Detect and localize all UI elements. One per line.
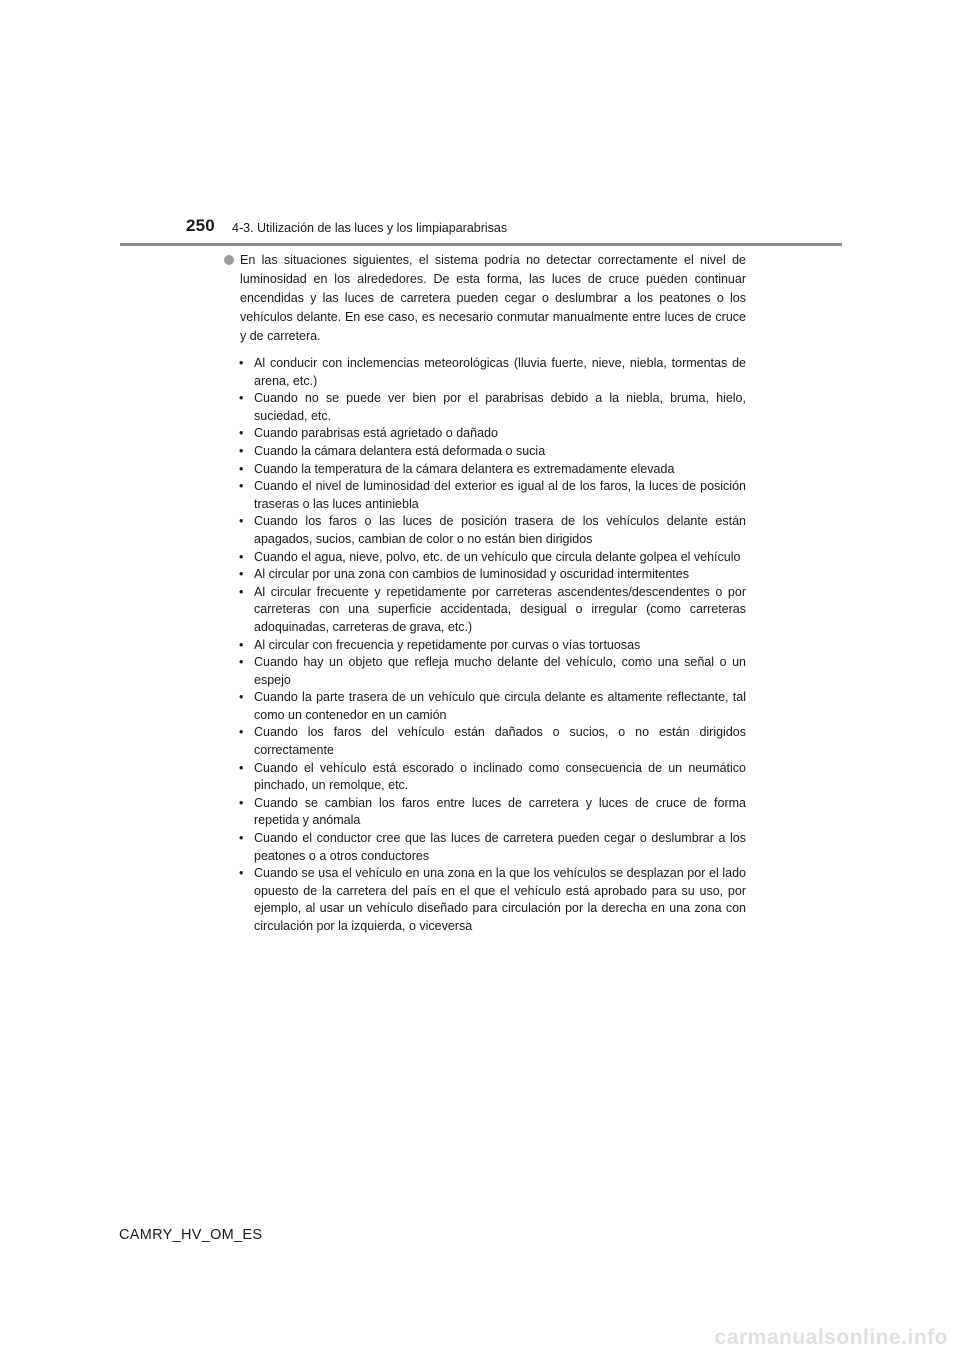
conditions-list	[224, 355, 746, 936]
list-item: • Cuando parabrisas está agrietado o dañado	[224, 425, 746, 443]
list-item: • Cuando los faros o las luces de posición trasera de los vehículos delante están apagados, sucios, cambian de color o no están bien dirigidos	[224, 513, 746, 548]
list-item: • Cuando el nivel de luminosidad del exterior es igual al de los faros, la luces de posición traseras o las luces antiniebla	[224, 478, 746, 513]
list-item: • Al circular por una zona con cambios de luminosidad y oscuridad intermitentes	[224, 566, 746, 584]
list-item: • Cuando se usa el vehículo en una zona en la que los vehículos se desplazan por el lado opuesto de la carretera del país en el que el vehículo está aprobado para su uso, por ejemplo, al usar un vehículo diseñado para circulación por la derecha en una zona con circulación por la izquierda, o viceversa	[224, 865, 746, 935]
header-rule	[120, 243, 842, 246]
list-item: • Al circular frecuente y repetidamente por carreteras ascendentes/descendentes o por carreteras con una superficie accidentada, desigual o irregular (como carreteras adoquinadas, carreteras de grava, etc.)	[224, 584, 746, 637]
list-item: • Cuando el vehículo está escorado o inclinado como consecuencia de un neumático pinchado, un remolque, etc.	[224, 760, 746, 795]
list-item: • Al conducir con inclemencias meteorológicas (lluvia fuerte, nieve, niebla, tormentas de arena, etc.)	[224, 355, 746, 390]
page-number: 250	[186, 216, 215, 235]
list-item: • Cuando se cambian los faros entre luces de carretera y luces de cruce de forma repetida y anómala	[224, 795, 746, 830]
list-item: • Cuando la parte trasera de un vehículo que circula delante es altamente reflectante, tal como un contenedor en un camión	[224, 689, 746, 724]
list-item: • Al circular con frecuencia y repetidamente por curvas o vías tortuosas	[224, 637, 746, 655]
list-item: • Cuando no se puede ver bien por el parabrisas debido a la niebla, bruma, hielo, suciedad, etc.	[224, 390, 746, 425]
bullet-circle-icon	[224, 255, 234, 265]
watermark: carmanualsonline.info	[714, 1326, 948, 1349]
section-title: 4-3. Utilización de las luces y los limpiaparabrisas	[232, 221, 508, 235]
intro-paragraph	[224, 251, 746, 346]
list-item: • Cuando el agua, nieve, polvo, etc. de un vehículo que circula delante golpea el vehículo	[224, 549, 746, 567]
list-item: • Cuando hay un objeto que refleja mucho delante del vehículo, como una señal o un espejo	[224, 654, 746, 689]
list-item: • Cuando la temperatura de la cámara delantera es extremadamente elevada	[224, 461, 746, 479]
list-item: • Cuando la cámara delantera está deformada o sucia	[224, 443, 746, 461]
document-code: CAMRY_HV_OM_ES	[119, 1227, 263, 1243]
list-item: • Cuando el conductor cree que las luces de carretera pueden cegar o deslumbrar a los peatones o a otros conductores	[224, 830, 746, 865]
intro-text: En las situaciones siguientes, el sistema podría no detectar correctamente el nivel de luminosidad en los alrededores. De esta forma, las luces de cruce pueden continuar encendidas y las luces de carretera pueden cegar o deslumbrar a los peatones o los vehículos delante. En ese caso, es necesario conmutar manualmente entre luces de cruce y de carretera.	[240, 253, 746, 343]
content	[224, 251, 746, 936]
list-item: • Cuando los faros del vehículo están dañados o sucios, o no están dirigidos correctamente	[224, 724, 746, 759]
